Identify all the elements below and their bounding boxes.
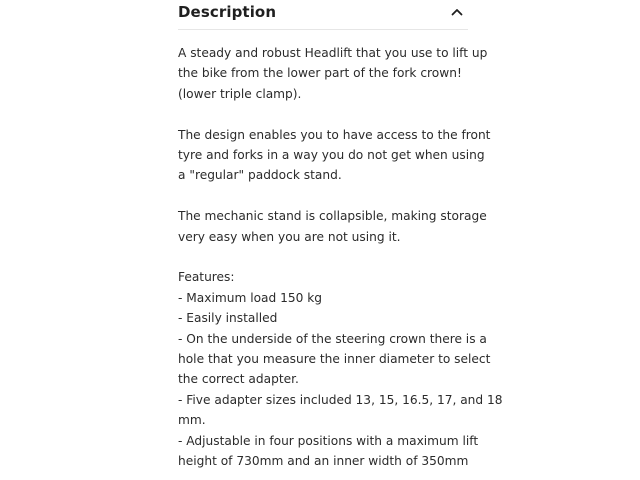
description-line: the bike from the lower part of the fork crown! [178,66,462,81]
feature-item: - Easily installed [178,311,278,326]
header-divider [178,29,468,30]
description-title: Description [178,3,277,21]
description-paragraph [178,206,487,247]
description-line: (lower triple clamp). [178,86,302,101]
feature-item: - Adjustable in four positions with a maximum lift [178,433,479,448]
description-line: A steady and robust Headlift that you use to lift up [178,46,488,60]
description-line: a "regular" paddock stand. [178,168,342,183]
feature-item: - Maximum load 150 kg [178,290,323,305]
description-body [178,43,503,480]
chevron-up-icon[interactable] [450,5,464,19]
description-line: tyre and forks in a way you do not get when using [178,148,485,163]
feature-item-continued: mm. [178,413,206,428]
description-accordion-header[interactable] [178,0,468,28]
feature-item-continued: the correct adapter. [178,372,299,387]
feature-item: - On the underside of the steering crown there is a [178,331,487,346]
description-line: very easy when you are not using it. [178,229,401,244]
features-list [178,267,503,471]
feature-item-continued: hole that you measure the inner diameter to select [178,352,491,367]
features-heading: Features: [178,270,235,285]
feature-item-continued: height of 730mm and an inner width of 350mm [178,454,469,469]
description-line: The mechanic stand is collapsible, making storage [178,209,487,224]
description-accordion [178,0,503,480]
description-paragraph [178,125,491,186]
feature-item: - Five adapter sizes included 13, 15, 16.5, 17, and 18 [178,392,503,407]
description-line: The design enables you to have access to the front [178,127,491,142]
description-paragraph [178,43,488,104]
